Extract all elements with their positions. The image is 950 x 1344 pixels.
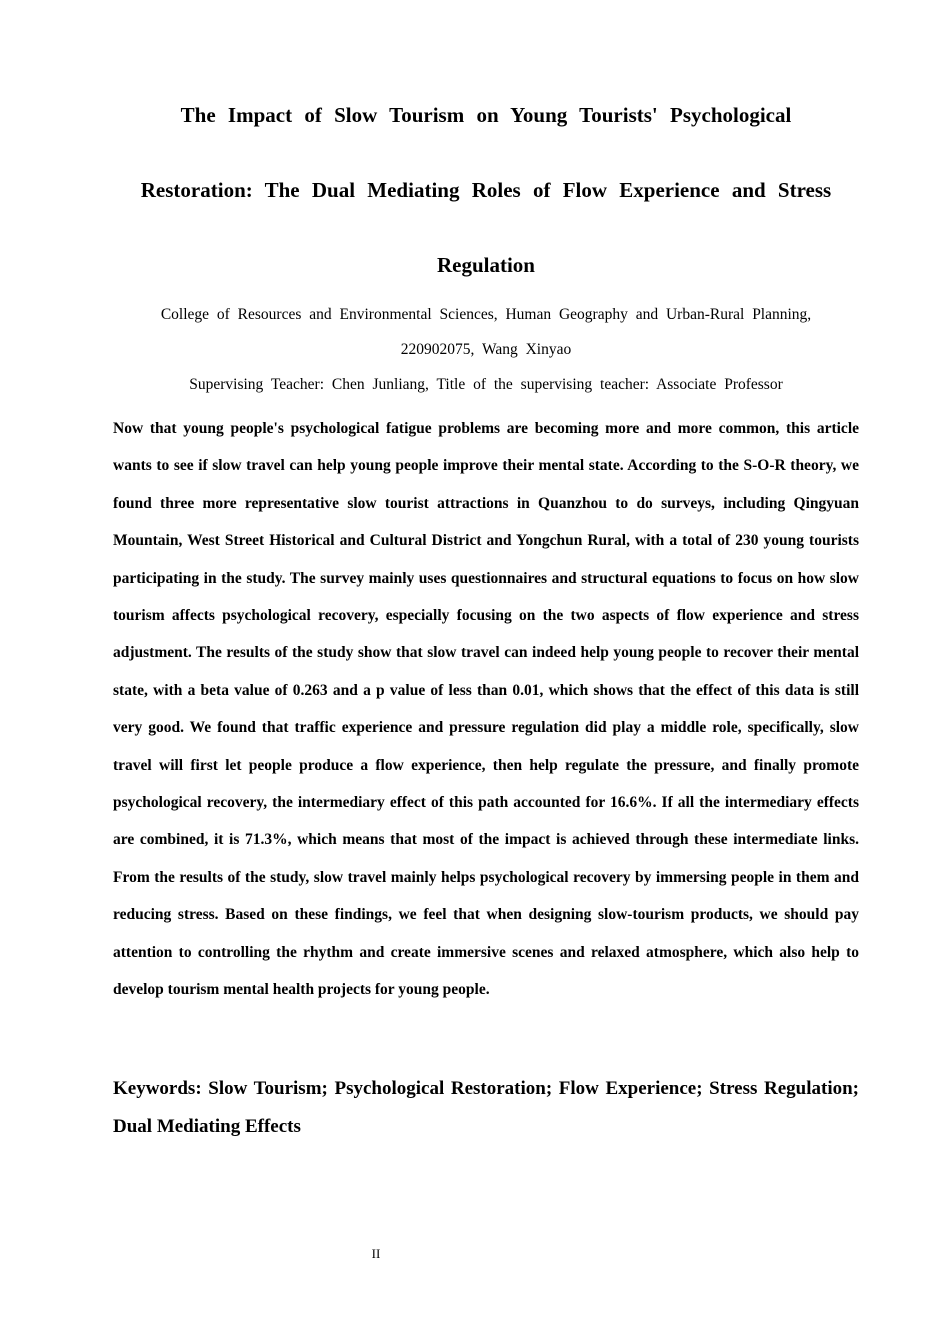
author-id-name: 220902075, Wang Xinyao (400, 341, 572, 358)
author-affiliation: College of Resources and Environmental Sciences, Human Geography and Urban-Rural Planning, (160, 306, 812, 323)
page-number: II (371, 1246, 381, 1261)
supervisor-line: Supervising Teacher: Chen Junliang, Title of the supervising teacher: Associate Professor (189, 376, 783, 393)
abstract-body: Now that young people's psychological fatigue problems are becoming more and more common, this article wants to see if slow travel can help young people improve their mental state. According to the S-O-R theory, we found three more representative slow tourist attractions in Quanzhou to do surveys, including Qingyuan Mountain, West Street Historical and Cultural District and Yongchun Rural, with a total of 230 young tourists participating in the study. The survey mainly uses questionnaires and structural equations to focus on how slow tourism affects psychological recovery, especially focusing on the two aspects of flow experience and stress adjustment. The results of the study show that slow travel can indeed help young people to recover their mental state, with a beta value of 0.263 and a p value of less than 0.01, which shows that the effect of this data is still very good. We found that traffic experience and pressure regulation did play a middle role, specifically, slow travel will first let people produce a flow experience, then help regulate the pressure, and finally promote psychological recovery, the intermediary effect of this path accounted for 16.6%. If all the intermediary effects are combined, it is 71.3%, which means that most of the impact is achieved through these intermediate links. From the results of the study, slow travel mainly helps psychological recovery by immersing people in them and reducing stress. Based on these findings, we feel that when designing slow-tourism products, we should pay attention to controlling the rhythm and create immersive scenes and relaxed atmosphere, which also help to develop tourism mental health projects for young people. (113, 420, 859, 999)
paper-title-line-1: The Impact of Slow Tourism on Young Tourists' Psychological (180, 103, 792, 127)
paper-title-line-3: Regulation (436, 253, 535, 277)
keywords: Keywords: Slow Tourism; Psychological Restoration; Flow Experience; Stress Regulation; Dual Mediating Effects (113, 1078, 859, 1137)
paper-title-line-2: Restoration: The Dual Mediating Roles of Flow Experience and Stress (140, 178, 832, 202)
